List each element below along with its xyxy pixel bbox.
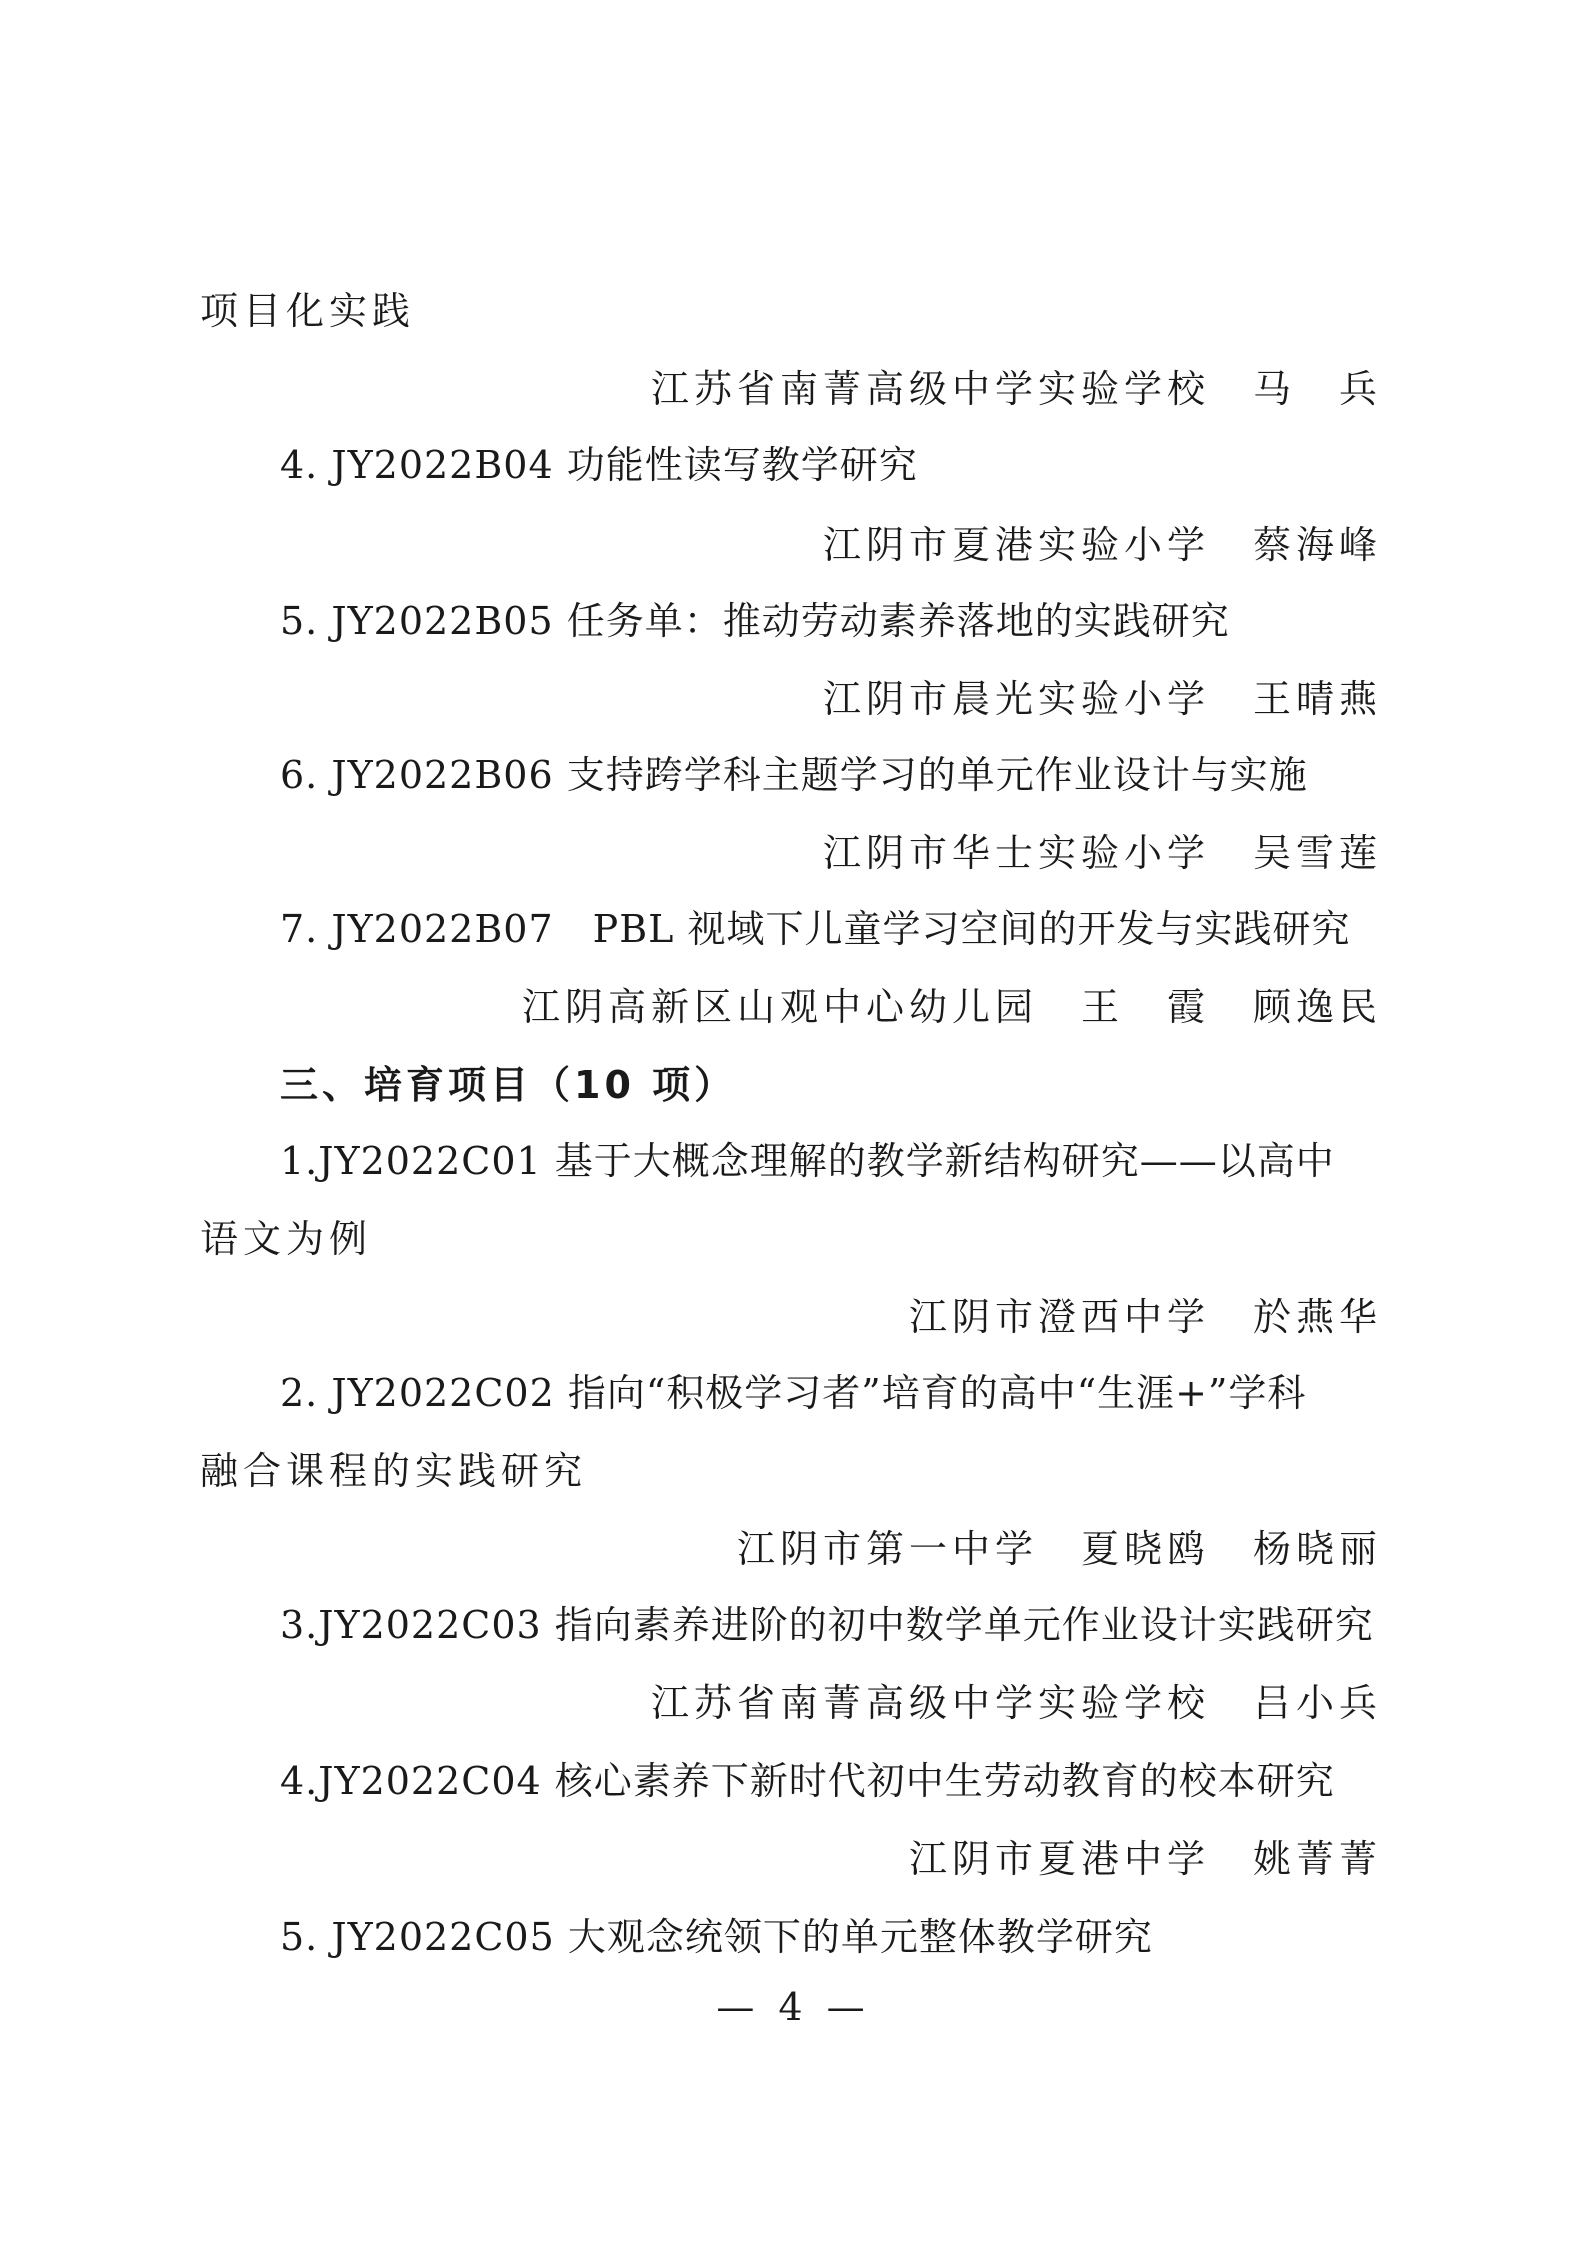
author-line: 江阴市华士实验小学 吴雪莲 (822, 831, 1382, 875)
project-item: 5. JY2022B05 任务单：推动劳动素养落地的实践研究 (280, 599, 1230, 643)
author-line: 江阴市晨光实验小学 王晴燕 (822, 677, 1382, 721)
author-line: 江阴高新区山观中心幼儿园 王 霞 顾逸民 (521, 985, 1382, 1029)
text-line-continuation: 融合课程的实践研究 (200, 1449, 588, 1493)
project-item: 6. JY2022B06 支持跨学科主题学习的单元作业设计与实施 (280, 753, 1308, 797)
author-line: 江阴市第一中学 夏晓鸥 杨晓丽 (736, 1527, 1382, 1571)
project-item: 4. JY2022B04 功能性读写教学研究 (280, 443, 918, 487)
project-item: 3.JY2022C03 指向素养进阶的初中数学单元作业设计实践研究 (280, 1603, 1374, 1647)
text-line-continuation: 项目化实践 (200, 289, 416, 333)
author-line: 江阴市夏港实验小学 蔡海峰 (822, 523, 1382, 567)
project-item: 5. JY2022C05 大观念统领下的单元整体教学研究 (280, 1915, 1153, 1959)
page-number: — 4 — (716, 1985, 871, 2029)
section-heading: 三、培育项目（10 项） (280, 1063, 737, 1107)
project-item: 2. JY2022C02 指向“积极学习者”培育的高中“生涯+”学科 (280, 1371, 1307, 1415)
author-line: 江苏省南菁高级中学实验学校 吕小兵 (650, 1681, 1382, 1725)
author-line: 江阴市夏港中学 姚菁菁 (908, 1837, 1382, 1881)
author-line: 江阴市澄西中学 於燕华 (908, 1295, 1382, 1339)
project-item: 4.JY2022C04 核心素养下新时代初中生劳动教育的校本研究 (280, 1759, 1335, 1803)
author-line: 江苏省南菁高级中学实验学校 马 兵 (650, 367, 1382, 411)
text-line-continuation: 语文为例 (200, 1217, 373, 1261)
project-item: 1.JY2022C01 基于大概念理解的教学新结构研究——以高中 (280, 1139, 1335, 1183)
project-item: 7. JY2022B07 PBL 视域下儿童学习空间的开发与实践研究 (280, 907, 1351, 951)
